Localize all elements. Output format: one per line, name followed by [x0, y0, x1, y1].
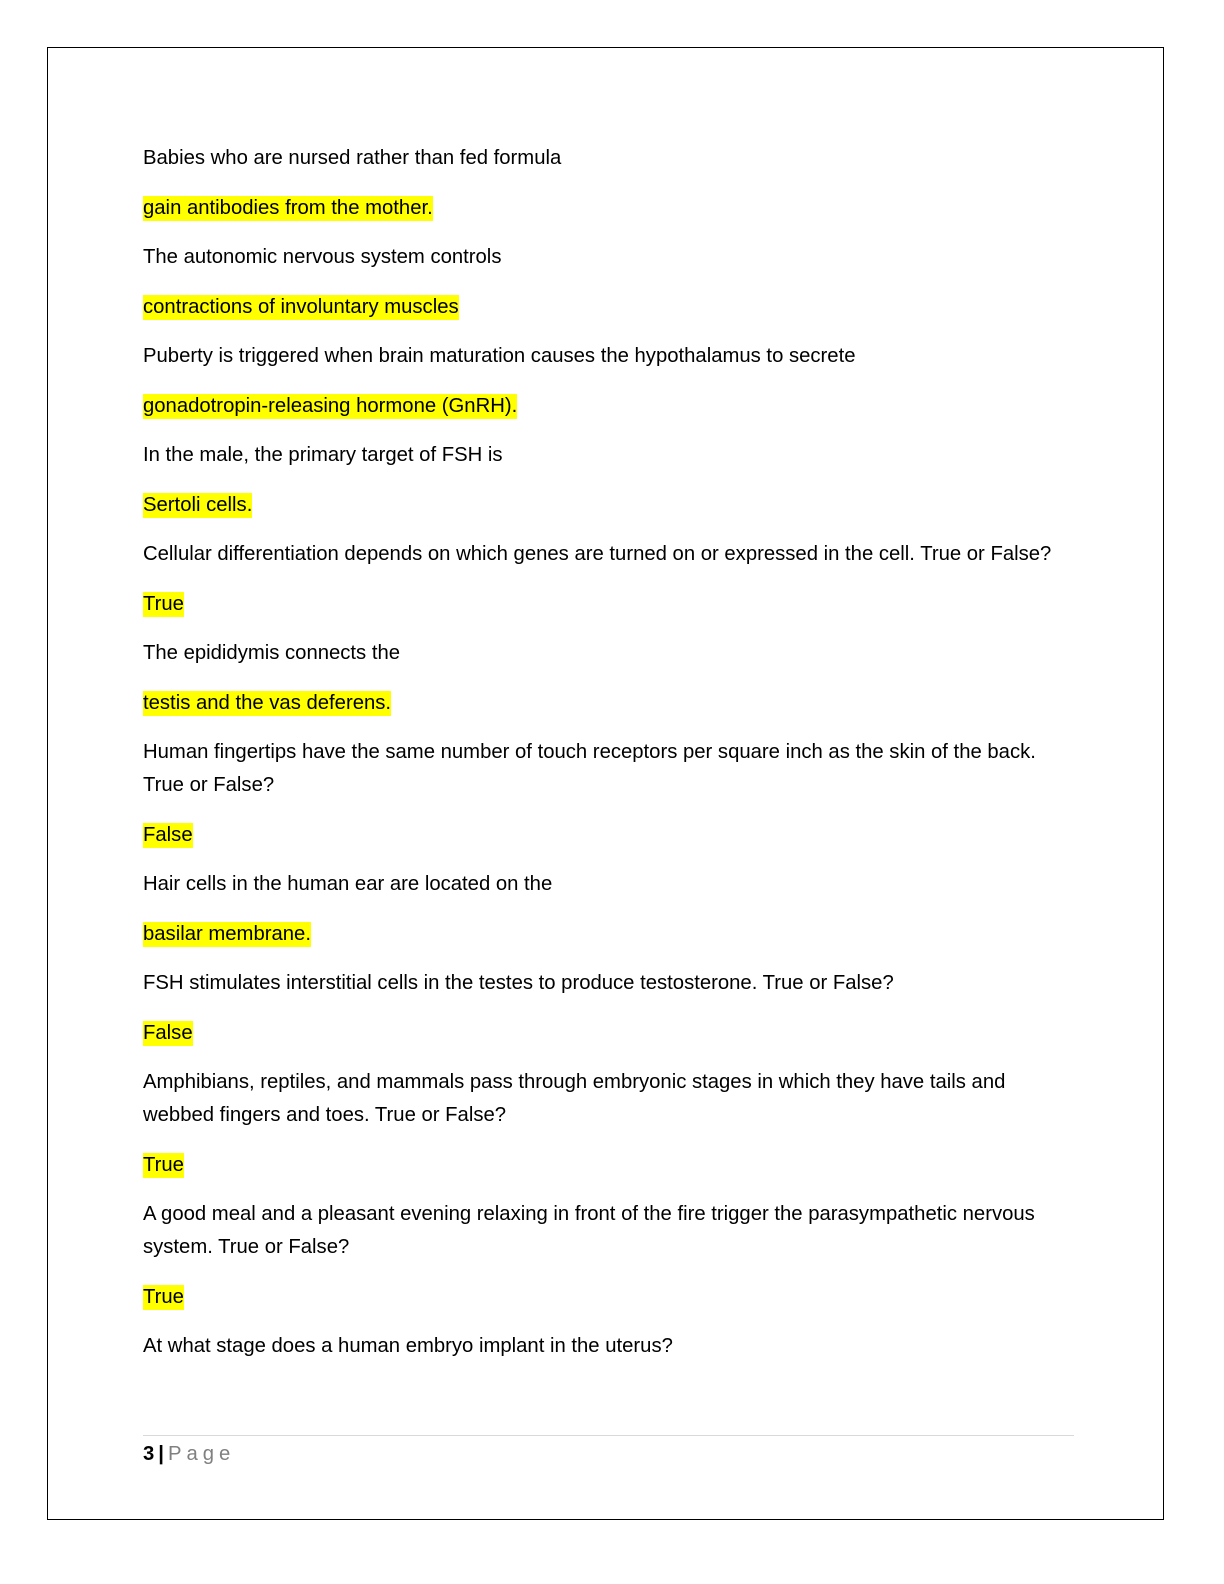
highlighted-answer: True [143, 592, 184, 615]
page-footer [143, 1440, 235, 1468]
highlighted-answer: gain antibodies from the mother. [143, 196, 433, 219]
question-text: The epididymis connects the [143, 642, 401, 664]
highlighted-answer: gonadotropin-releasing hormone (GnRH). [143, 394, 518, 417]
question-text: Cellular differentiation depends on which genes are turned on or expressed in the cell. True or False? [143, 543, 1052, 565]
question-text: Puberty is triggered when brain maturation causes the hypothalamus to secrete [143, 345, 856, 367]
highlighted-answer: True [143, 1285, 184, 1308]
highlighted-answer: contractions of involuntary muscles [143, 295, 459, 318]
answer-line [143, 1017, 1078, 1050]
question-text: Hair cells in the human ear are located on the [143, 873, 553, 895]
question-text: The autonomic nervous system controls [143, 246, 502, 268]
answer-line [143, 1281, 1078, 1314]
answer-line [143, 1149, 1078, 1182]
answer-line [143, 819, 1078, 852]
page-label: Page [167, 1443, 236, 1465]
question-text: A good meal and a pleasant evening relaxing in front of the fire trigger the parasympathetic nervous system. True or False? [143, 1203, 1035, 1258]
answer-line [143, 390, 1078, 423]
question-text: Babies who are nursed rather than fed formula [143, 147, 562, 169]
question-text: FSH stimulates interstitial cells in the testes to produce testosterone. True or False? [143, 972, 894, 994]
answer-line [143, 588, 1078, 621]
question-text: At what stage does a human embryo implant in the uterus? [143, 1335, 673, 1357]
answer-line [143, 489, 1078, 522]
question-text: Amphibians, reptiles, and mammals pass through embryonic stages in which they have tails and webbed fingers and toes. True or False? [143, 1071, 1006, 1126]
highlighted-answer: testis and the vas deferens. [143, 691, 392, 714]
highlighted-answer: False [143, 823, 193, 846]
question-text: Human fingertips have the same number of touch receptors per square inch as the skin of the back. True or False? [143, 741, 1036, 796]
footer-separator: | [158, 1443, 164, 1465]
highlighted-answer: True [143, 1153, 184, 1176]
answer-line [143, 291, 1078, 324]
document-body [143, 142, 1078, 1380]
highlighted-answer: basilar membrane. [143, 922, 311, 945]
answer-line [143, 918, 1078, 951]
highlighted-answer: Sertoli cells. [143, 493, 253, 516]
answer-line [143, 687, 1078, 720]
page-number: 3 [143, 1443, 155, 1465]
answer-line [143, 192, 1078, 225]
footer-divider [143, 1435, 1074, 1436]
highlighted-answer: False [143, 1021, 193, 1044]
question-text: In the male, the primary target of FSH is [143, 444, 503, 466]
